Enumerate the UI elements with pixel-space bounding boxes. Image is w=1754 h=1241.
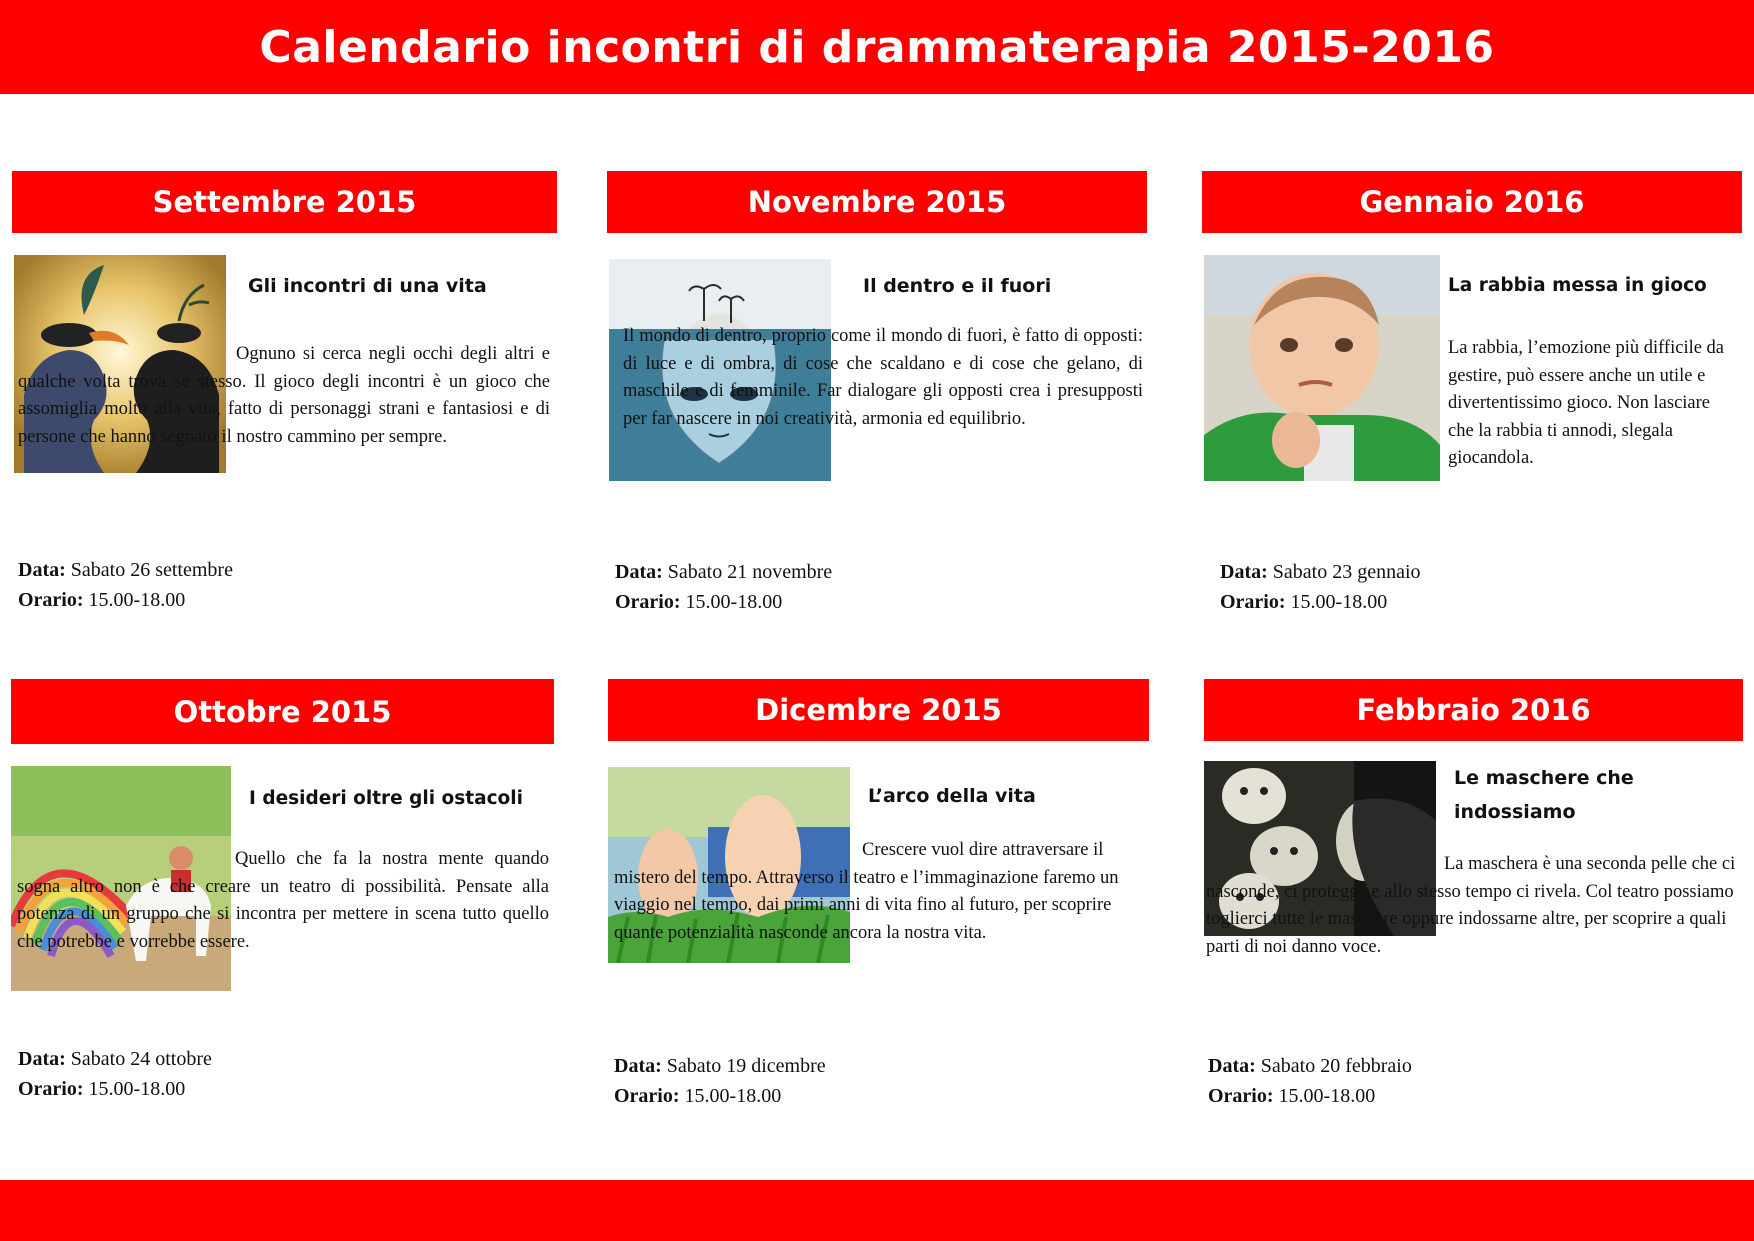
month-header: Settembre 2015 xyxy=(12,171,557,233)
event-description: La maschera è una seconda pelle che ci nasconde, ci protegge e allo stesso tempo ci rivela. Col teatro possiamo toglierci tutte le maschere oppure indossarne altre, per scoprire a quali parti di noi danno voce. xyxy=(1206,854,1736,957)
event-time: Orario: 15.00-18.00 xyxy=(615,591,783,613)
event-date: Data: Sabato 20 febbraio xyxy=(1208,1055,1412,1077)
page-title: Calendario incontri di drammaterapia 2015-2016 xyxy=(259,21,1495,73)
event-time: Orario: 15.00-18.00 xyxy=(1208,1085,1376,1107)
month-header: Gennaio 2016 xyxy=(1202,171,1742,233)
event-schedule xyxy=(18,1044,212,1104)
top-banner xyxy=(0,0,1754,94)
event-card-febbraio xyxy=(1204,679,1743,1107)
event-title: Gli incontri di una vita xyxy=(248,275,487,297)
month-header: Dicembre 2015 xyxy=(608,679,1149,741)
event-time: Orario: 15.00-18.00 xyxy=(1220,591,1388,613)
event-card-ottobre xyxy=(11,679,554,1100)
event-title: Le maschere che indossiamo xyxy=(1454,767,1634,823)
event-schedule xyxy=(1208,1051,1412,1111)
event-schedule xyxy=(18,555,233,615)
event-description: Ognuno si cerca negli occhi degli altri e qualche volta trova se stesso. Il gioco degli incontri è un gioco che assomiglia molto alla vita, fatto di personaggi strani e fantasiosi e di persone che hanno segnato il nostro cammino per sempre. xyxy=(18,344,550,447)
event-card-settembre xyxy=(12,171,557,611)
event-date: Data: Sabato 26 settembre xyxy=(18,559,233,581)
event-card-gennaio xyxy=(1202,171,1742,613)
event-image xyxy=(1204,255,1440,481)
event-description: Quello che fa la nostra mente quando sogna altro non è che creare un teatro di possibilità. Pensate alla potenza di un gruppo che si incontra per mettere in scena tutto quello che potrebbe e vorrebbe essere. xyxy=(17,849,549,952)
month-header: Febbraio 2016 xyxy=(1204,679,1743,741)
event-time: Orario: 15.00-18.00 xyxy=(18,589,186,611)
event-date: Data: Sabato 21 novembre xyxy=(615,561,833,583)
event-time: Orario: 15.00-18.00 xyxy=(18,1078,186,1100)
event-title: Il dentro e il fuori xyxy=(863,275,1052,297)
event-date: Data: Sabato 19 dicembre xyxy=(614,1055,826,1077)
bottom-banner xyxy=(0,1180,1754,1241)
event-schedule xyxy=(614,1051,826,1111)
event-date: Data: Sabato 23 gennaio xyxy=(1220,561,1421,583)
event-title: L’arco della vita xyxy=(868,785,1036,807)
event-schedule xyxy=(615,557,832,617)
event-description: Il mondo di dentro, proprio come il mondo di fuori, è fatto di opposti: di luce e di ombra, di cose che scaldano e di cose che gelano, di maschile e di femminile. Far dialogare gli opposti crea i presupposti per far nascere in noi creatività, armonia ed equilibrio. xyxy=(623,326,1143,429)
event-description: Crescere vuol dire attraversare il mistero del tempo. Attraverso il teatro e l’immaginazione faremo un viaggio nel tempo, dai primi anni di vita fino al futuro, per scoprire quante potenzialità nasconde ancora la nostra vita. xyxy=(614,840,1119,943)
month-header: Ottobre 2015 xyxy=(11,679,554,744)
event-card-dicembre xyxy=(608,679,1149,1107)
event-description: La rabbia, l’emozione più difficile da gestire, può essere anche un utile e divertentissimo gioco. Non lasciare che la rabbia ti annodi, slegala giocandola. xyxy=(1448,338,1725,468)
event-date: Data: Sabato 24 ottobre xyxy=(18,1048,212,1070)
month-header: Novembre 2015 xyxy=(607,171,1147,233)
event-schedule xyxy=(1220,557,1421,617)
event-card-novembre xyxy=(607,171,1147,613)
event-title: I desideri oltre gli ostacoli xyxy=(249,788,523,809)
event-time: Orario: 15.00-18.00 xyxy=(614,1085,782,1107)
event-title: La rabbia messa in gioco xyxy=(1448,275,1707,296)
